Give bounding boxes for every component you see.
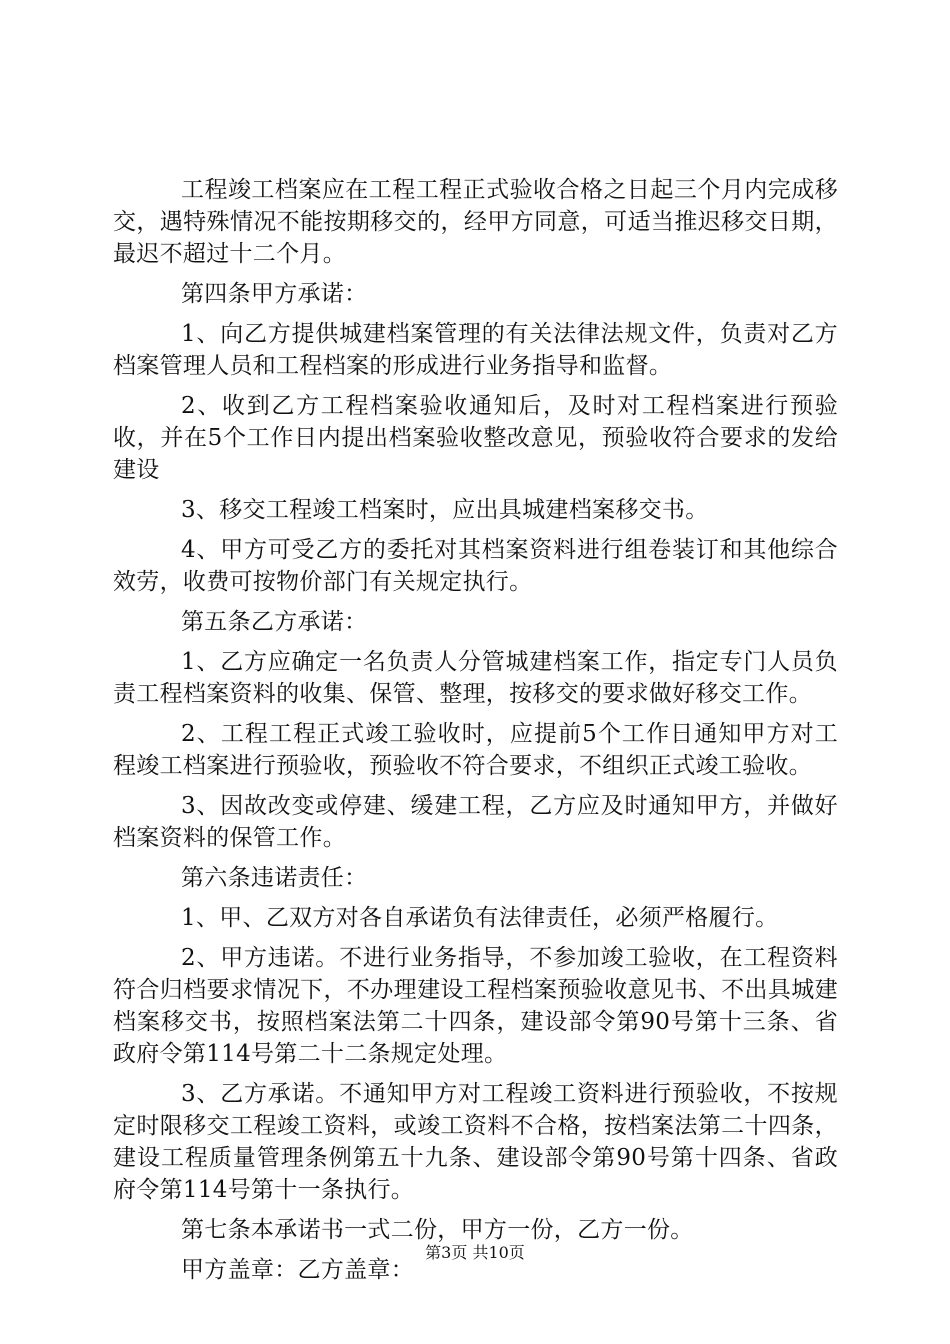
heading-article-6: 第六条违诺责任： — [181, 865, 368, 891]
heading-article-4: 第四条甲方承诺： — [181, 281, 368, 307]
paragraph-party-a-item-2: 2、收到乙方工程档案验收通知后，及时对工程档案进行预验收，并在5个工作日内提出档案验收整改意见，预验收符合要求的发给建设 — [113, 393, 838, 483]
paragraph-party-b-item-3: 3、因故改变或停建、缓建工程，乙方应及时通知甲方，并做好档案资料的保管工作。 — [113, 793, 838, 851]
paragraph-party-a-item-4: 4、甲方可受乙方的委托对其档案资料进行组卷装订和其他综合效劳，收费可按物价部门有关规定执行。 — [113, 537, 838, 595]
paragraph-completion-deadline: 工程竣工档案应在工程工程正式验收合格之日起三个月内完成移交，遇特殊情况不能按期移交的，经甲方同意，可适当推迟移交日期，最迟不超过十二个月。 — [113, 177, 838, 267]
heading-article-5: 第五条乙方承诺： — [181, 609, 368, 635]
paragraph-party-a-item-3: 3、移交工程竣工档案时，应出具城建档案移交书。 — [181, 497, 709, 523]
paragraph-liability-item-3: 3、乙方承诺。不通知甲方对工程竣工资料进行预验收，不按规定时限移交工程竣工资料，或竣工资料不合格，按档案法第二十四条，建设工程质量管理条例第五十九条、建设部令第90号第十四条、省政府令第114号第十一条执行。 — [113, 1081, 838, 1203]
signature-line: 甲方盖章：乙方盖章： — [181, 1257, 414, 1283]
paragraph-liability-item-2: 2、甲方违诺。不进行业务指导，不参加竣工验收，在工程资料符合归档要求情况下，不办理建设工程档案预验收意见书、不出具城建档案移交书，按照档案法第二十四条，建设部令第90号第十三条、省政府令第114号第二十二条规定处理。 — [113, 945, 838, 1067]
paragraph-liability-item-1: 1、甲、乙双方对各自承诺负有法律责任，必须严格履行。 — [181, 905, 779, 931]
page-number-footer: 第3页 共10页 — [425, 1243, 525, 1262]
paragraph-party-b-item-2: 2、工程工程正式竣工验收时，应提前5个工作日通知甲方对工程竣工档案进行预验收，预验收不符合要求，不组织正式竣工验收。 — [113, 721, 838, 779]
paragraph-party-b-item-1: 1、乙方应确定一名负责人分管城建档案工作，指定专门人员负责工程档案资料的收集、保管、整理，按移交的要求做好移交工作。 — [113, 649, 838, 707]
paragraph-party-a-item-1: 1、向乙方提供城建档案管理的有关法律法规文件，负责对乙方档案管理人员和工程档案的形成进行业务指导和监督。 — [113, 321, 838, 379]
heading-article-7: 第七条本承诺书一式二份，甲方一份，乙方一份。 — [181, 1217, 694, 1243]
document-body — [113, 174, 838, 1294]
